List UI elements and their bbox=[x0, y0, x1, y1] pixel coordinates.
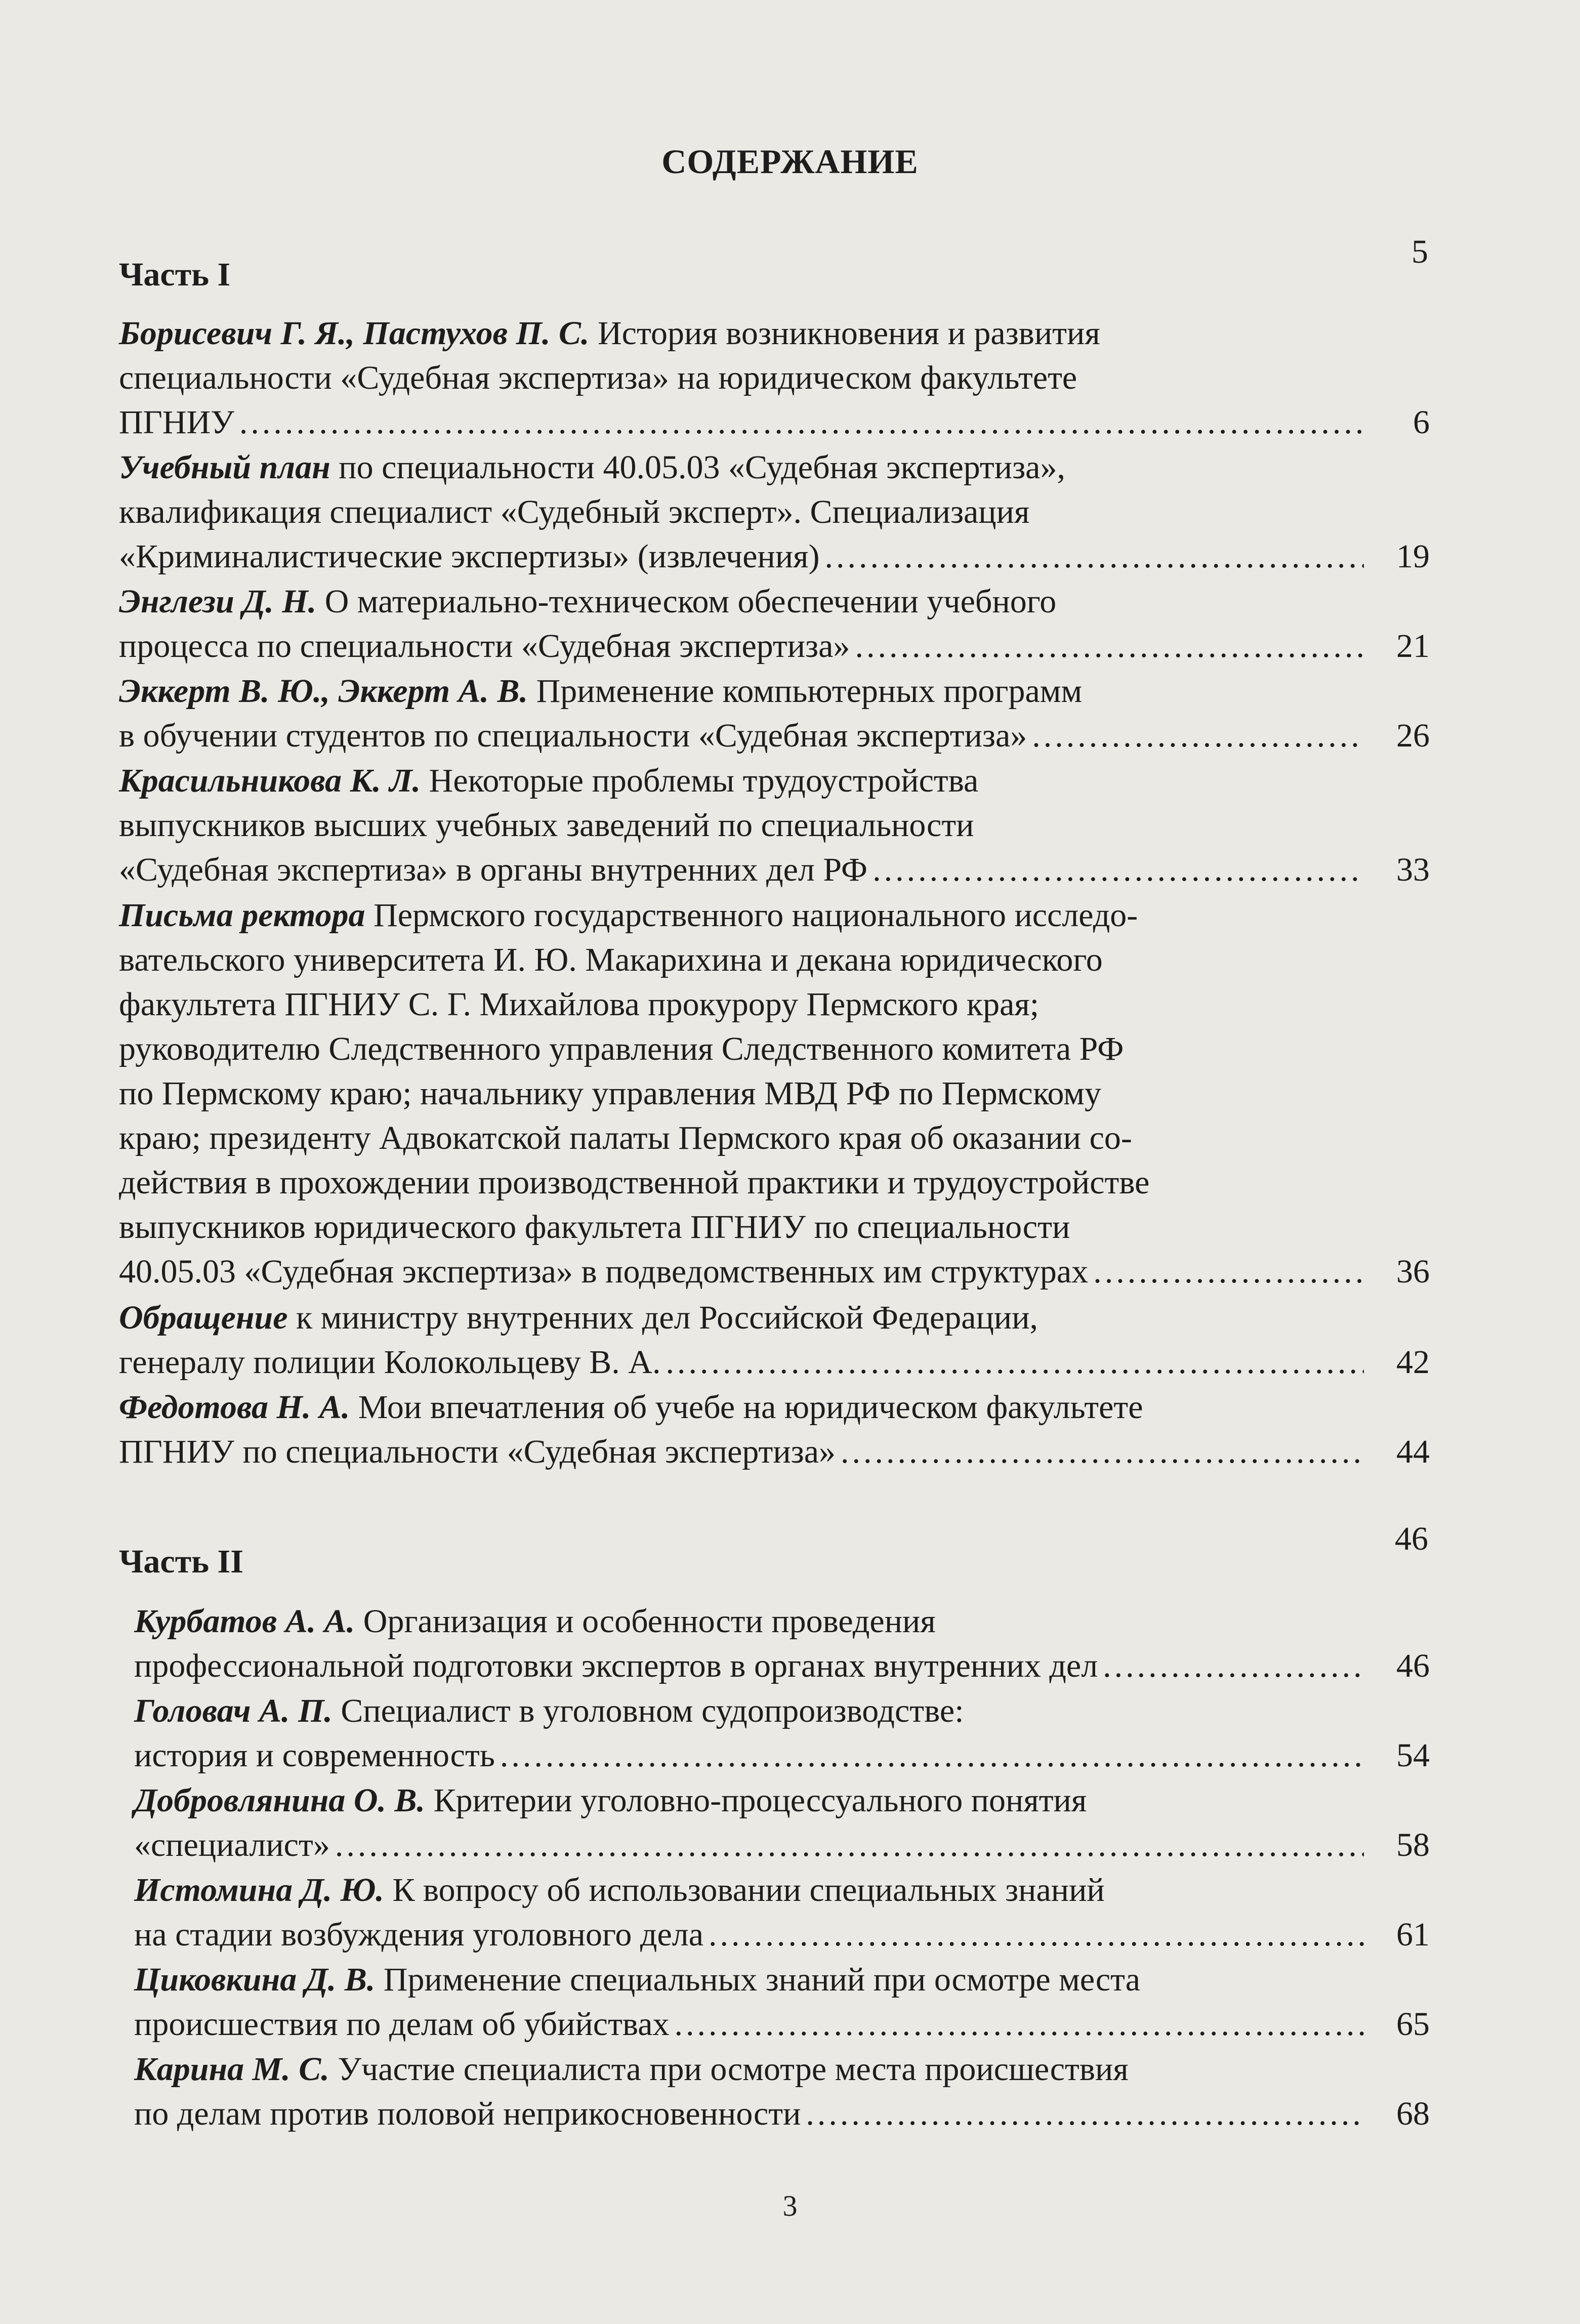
toc-entry-line bbox=[119, 714, 1430, 758]
toc-entry-author: Энглези Д. Н. bbox=[119, 583, 317, 620]
toc-entry[interactable] bbox=[134, 2047, 1430, 2136]
toc-entry-author: Письма ректора bbox=[119, 897, 365, 934]
toc-entry-line bbox=[134, 2002, 1430, 2047]
toc-entry[interactable] bbox=[119, 1385, 1430, 1474]
toc-entry-text: Критерии уголовно-процессуального понятия bbox=[433, 1782, 1087, 1819]
toc-entry-line bbox=[119, 1340, 1430, 1385]
toc-entry-author: Истомина Д. Ю. bbox=[134, 1872, 384, 1908]
toc-entry-page-number: 26 bbox=[1396, 717, 1430, 754]
toc-entry-line bbox=[134, 1599, 1430, 1644]
toc-entry-text: Применение компьютерных программ bbox=[536, 673, 1083, 710]
part-1-page-number: 5 bbox=[1411, 233, 1428, 270]
toc-entry-text: история и современность bbox=[134, 1737, 495, 1774]
toc-entry-line bbox=[134, 2092, 1430, 2136]
toc-entry-text: вательского университета И. Ю. Макарихина и декана юридического bbox=[119, 941, 1103, 978]
toc-entry-line bbox=[119, 1116, 1430, 1160]
toc-entry-line bbox=[119, 534, 1430, 579]
dot-leader bbox=[825, 534, 1364, 579]
toc-entry-line bbox=[134, 1913, 1430, 1957]
dot-leader bbox=[335, 1823, 1364, 1868]
toc-entry-line bbox=[119, 669, 1430, 714]
toc-entry-text: профессиональной подготовки экспертов в органах внутренних дел bbox=[134, 1647, 1098, 1684]
part-2-page-number: 46 bbox=[1395, 1520, 1428, 1557]
toc-entry-line bbox=[119, 1027, 1430, 1071]
toc-entry-text: 40.05.03 «Судебная экспертиза» в подведомственных им структурах bbox=[119, 1253, 1089, 1290]
toc-entry-text: Участие специалиста при осмотре места происшествия bbox=[338, 2051, 1129, 2088]
toc-entry-line bbox=[119, 1205, 1430, 1250]
toc-entry-author: Учебный план bbox=[119, 449, 330, 486]
toc-entry-line bbox=[119, 893, 1430, 938]
dot-leader bbox=[709, 1913, 1364, 1957]
toc-entry-line bbox=[119, 624, 1430, 669]
toc-entry-author: Обращение bbox=[119, 1299, 288, 1336]
toc-entry-page-number: 36 bbox=[1396, 1253, 1430, 1290]
toc-entry-author: Добровлянина О. В. bbox=[134, 1782, 426, 1819]
toc-entry-page-number: 46 bbox=[1396, 1647, 1430, 1684]
dot-leader bbox=[841, 1430, 1364, 1474]
toc-entry[interactable] bbox=[119, 759, 1430, 892]
toc-entry-page-number: 19 bbox=[1396, 538, 1430, 575]
toc-entry[interactable] bbox=[134, 1599, 1430, 1688]
toc-entry-text: Некоторые проблемы трудоустройства bbox=[429, 762, 979, 799]
toc-entry-text: Организация и особенности проведения bbox=[363, 1603, 936, 1640]
toc-entry[interactable] bbox=[119, 579, 1430, 669]
toc-entry-text: О материально-техническом обеспечении учебного bbox=[324, 583, 1057, 620]
toc-entry-line bbox=[119, 759, 1430, 803]
toc-entry-author: Головач А. П. bbox=[134, 1692, 332, 1729]
toc-entry-text: Мои впечатления об учебе на юридическом факультете bbox=[358, 1389, 1143, 1426]
dot-leader bbox=[1032, 714, 1364, 758]
toc-entry-page-number: 61 bbox=[1396, 1916, 1430, 1953]
toc-entry-page-number: 21 bbox=[1396, 628, 1430, 665]
dot-leader bbox=[500, 1733, 1364, 1778]
toc-entry-line bbox=[134, 1868, 1430, 1913]
toc-entry-line bbox=[119, 490, 1430, 534]
toc-entry-page-number: 68 bbox=[1396, 2095, 1430, 2132]
dot-leader bbox=[806, 2092, 1364, 2136]
toc-entry-line bbox=[134, 2047, 1430, 2092]
toc-entry-author: Эккерт В. Ю., Эккерт А. В. bbox=[119, 673, 528, 710]
dot-leader bbox=[855, 624, 1364, 669]
toc-entry-line bbox=[119, 848, 1430, 892]
toc-entry-author: Красильникова К. Л. bbox=[119, 762, 421, 799]
toc-entry-text: руководителю Следственного управления Следственного комитета РФ bbox=[119, 1030, 1124, 1067]
toc-entry-line bbox=[119, 1296, 1430, 1340]
toc-entry-text: «Криминалистические экспертизы» (извлечения) bbox=[119, 538, 820, 575]
toc-entry-author: Борисевич Г. Я., Пастухов П. С. bbox=[119, 315, 590, 352]
toc-entry-page-number: 42 bbox=[1396, 1344, 1430, 1381]
toc-entry-line bbox=[119, 938, 1430, 982]
toc-entry-author: Циковкина Д. В. bbox=[134, 1961, 376, 1998]
toc-entry-text: факультета ПГНИУ С. Г. Михайлова прокурору Пермского края; bbox=[119, 986, 1040, 1023]
toc-entry-page-number: 65 bbox=[1396, 2006, 1430, 2043]
toc-entry-line bbox=[119, 1071, 1430, 1116]
toc-entry[interactable] bbox=[134, 1958, 1430, 2047]
toc-entry[interactable] bbox=[119, 1296, 1430, 1385]
toc-entry-line bbox=[119, 1385, 1430, 1430]
dot-leader bbox=[675, 2002, 1364, 2047]
dot-leader bbox=[872, 848, 1364, 892]
part-2-heading: Часть II bbox=[119, 1543, 243, 1580]
page-title: СОДЕРЖАНИЕ bbox=[661, 142, 919, 181]
dot-leader bbox=[239, 400, 1364, 445]
toc-entry-line bbox=[119, 311, 1430, 356]
toc-entry-line bbox=[134, 1958, 1430, 2002]
toc-entry-text: «специалист» bbox=[134, 1827, 330, 1863]
dot-leader bbox=[666, 1340, 1364, 1385]
toc-entry-text: квалификация специалист «Судебный эксперт». Специализация bbox=[119, 493, 1030, 530]
toc-entry-text: Применение специальных знаний при осмотре места bbox=[383, 1961, 1141, 1998]
toc-entry-text: Пермского государственного национального исследо- bbox=[373, 897, 1138, 934]
toc-entry-text: выпускников юридического факультета ПГНИУ по специальности bbox=[119, 1209, 1070, 1246]
toc-entry-line bbox=[119, 803, 1430, 848]
toc-entry-text: на стадии возбуждения уголовного дела bbox=[134, 1916, 704, 1953]
toc-entry[interactable] bbox=[119, 893, 1430, 1294]
toc-entry-text: «Судебная экспертиза» в органы внутренних дел РФ bbox=[119, 851, 868, 888]
toc-entry-page-number: 33 bbox=[1396, 851, 1430, 888]
toc-entry-text: Специалист в уголовном судопроизводстве: bbox=[341, 1692, 964, 1729]
toc-entry-line bbox=[119, 1160, 1430, 1205]
toc-entry-line bbox=[119, 400, 1430, 445]
toc-entry-text: генералу полиции Колокольцеву В. А. bbox=[119, 1344, 661, 1381]
toc-entry-line bbox=[134, 1778, 1430, 1823]
toc-entry-line bbox=[119, 1430, 1430, 1474]
dot-leader bbox=[1093, 1250, 1364, 1294]
toc-entry-text: к министру внутренних дел Российской Федерации, bbox=[296, 1299, 1038, 1336]
toc-entry-text: происшествия по делам об убийствах bbox=[134, 2006, 670, 2043]
toc-entry-text: ПГНИУ по специальности «Судебная экспертиза» bbox=[119, 1433, 836, 1470]
toc-entry-author: Карина М. С. bbox=[134, 2051, 329, 2088]
toc-entry-line bbox=[134, 1823, 1430, 1868]
toc-entry-line bbox=[119, 579, 1430, 624]
toc-entry[interactable] bbox=[134, 1689, 1430, 1778]
toc-entry-text: действия в прохождении производственной практики и трудоустройстве bbox=[119, 1164, 1150, 1201]
toc-entry[interactable] bbox=[134, 1868, 1430, 1957]
toc-entry-line bbox=[134, 1733, 1430, 1778]
toc-entry-page-number: 54 bbox=[1396, 1737, 1430, 1774]
toc-entry[interactable] bbox=[119, 669, 1430, 758]
dot-leader bbox=[1103, 1644, 1364, 1688]
toc-entry-text: выпускников высших учебных заведений по специальности bbox=[119, 807, 974, 844]
toc-entry-line bbox=[119, 445, 1430, 490]
toc-entry-author: Курбатов А. А. bbox=[134, 1603, 355, 1640]
toc-entry-text: специальности «Судебная экспертиза» на юридическом факультете bbox=[119, 359, 1077, 396]
page-number: 3 bbox=[782, 2189, 798, 2222]
toc-entry-page-number: 6 bbox=[1413, 404, 1430, 441]
toc-entry-line bbox=[134, 1644, 1430, 1688]
toc-entry-text: в обучении студентов по специальности «Судебная экспертиза» bbox=[119, 717, 1027, 754]
toc-entry-text: краю; президенту Адвокатской палаты Пермского края об оказании со- bbox=[119, 1119, 1132, 1156]
toc-entry-text: по специальности 40.05.03 «Судебная экспертиза», bbox=[339, 449, 1065, 486]
toc-entry-page-number: 58 bbox=[1396, 1827, 1430, 1863]
toc-entry[interactable] bbox=[119, 311, 1430, 445]
toc-entry-text: по Пермскому краю; начальнику управления МВД РФ по Пермскому bbox=[119, 1075, 1102, 1112]
toc-entry-line bbox=[134, 1689, 1430, 1733]
toc-entry-line bbox=[119, 356, 1430, 400]
toc-entry[interactable] bbox=[119, 445, 1430, 579]
toc-entry-line bbox=[119, 982, 1430, 1027]
toc-entry-author: Федотова Н. А. bbox=[119, 1389, 350, 1426]
toc-entry-text: по делам против половой неприкосновенности bbox=[134, 2095, 801, 2132]
toc-entry[interactable] bbox=[134, 1778, 1430, 1868]
toc-entry-text: История возникновения и развития bbox=[598, 315, 1100, 352]
toc-entry-text: ПГНИУ bbox=[119, 404, 234, 441]
toc-entry-text: К вопросу об использовании специальных знаний bbox=[392, 1872, 1105, 1908]
toc-entry-line bbox=[119, 1250, 1430, 1294]
part-1-heading: Часть I bbox=[119, 256, 231, 293]
toc-entry-text: процесса по специальности «Судебная экспертиза» bbox=[119, 628, 850, 665]
toc-entry-page-number: 44 bbox=[1396, 1433, 1430, 1470]
